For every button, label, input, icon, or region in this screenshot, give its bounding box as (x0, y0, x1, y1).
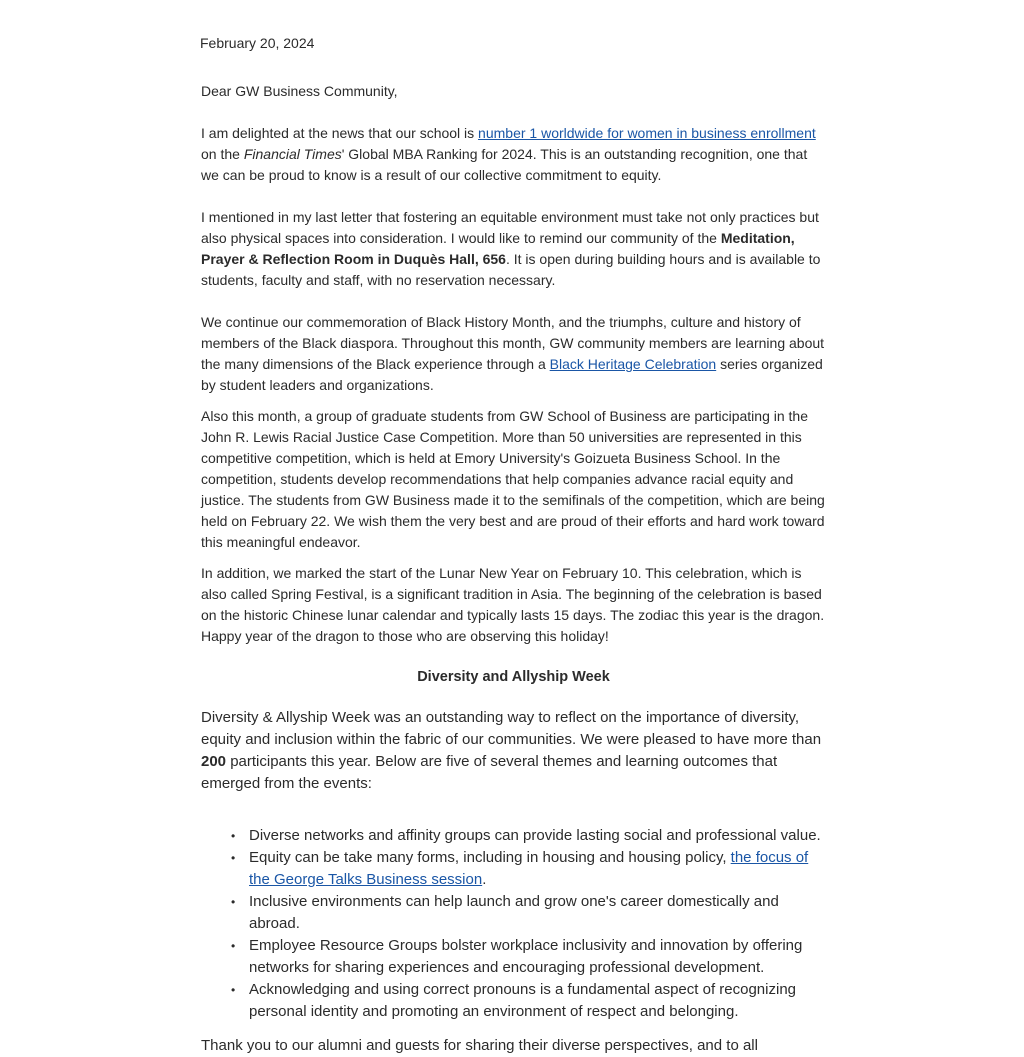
paragraph-case-competition: Also this month, a group of graduate students from GW School of Business are participating in the John R. Lewis Racial Justice Case Competition. More than 50 universities are represented in this competitive competition, which is held at Emory University's Goizueta Business School. In the competition, students develop recommendations that help companies advance racial equity and justice. The students from GW Business made it to the semifinals of the competition, which are being held on February 22. We wish them the very best and are proud of their efforts and hard work toward this meaningful endeavor. (201, 408, 825, 550)
paragraph-black-history-month (201, 312, 826, 396)
george-talks-business-link[interactable]: the focus of the George Talks Business session (249, 849, 809, 888)
bullet-icon: • (231, 829, 236, 843)
salutation: Dear GW Business Community, (201, 83, 398, 99)
paragraph-text: participants this year. Below are five of several themes and learning outcomes that emerged from the events: (201, 753, 778, 792)
list-item (231, 891, 826, 935)
reflection-room-location: Meditation, Prayer & Reflection Room in Duquès Hall, 656 (201, 230, 795, 267)
paragraph-allyship-week-intro (201, 707, 826, 795)
list-item-text: Equity can be take many forms, including in housing and housing policy, (249, 849, 731, 866)
paragraph-text: We continue our commemoration of Black History Month, and the triumphs, culture and history of members of the Black diaspora. Throughout this month, GW community members are learning about the many dimensions of the Black experience through a (201, 314, 825, 372)
bullet-icon: • (231, 983, 236, 997)
women-enrollment-ranking-link[interactable]: number 1 worldwide for women in business enrollment (478, 125, 816, 141)
participant-count: 200 (201, 753, 227, 770)
paragraph-ranking (201, 123, 826, 186)
financial-times-title: Financial Times (243, 146, 342, 162)
paragraph-closing: Thank you to our alumni and guests for sharing their diverse perspectives, and to all (201, 1037, 758, 1054)
list-item (231, 847, 826, 891)
list-item (231, 825, 826, 847)
list-item-text: Acknowledging and using correct pronouns is a fundamental aspect of recognizing personal identity and promoting an environment of respect and belonging. (249, 981, 797, 1020)
list-item-text: Employee Resource Groups bolster workplace inclusivity and innovation by offering networks for sharing experiences and encouraging professional development. (249, 937, 803, 976)
paragraph-text: ' Global MBA Ranking for 2024. This is an outstanding recognition, one that we can be proud to know is a result of our collective commitment to equity. (201, 146, 808, 183)
paragraph-text: Diversity & Allyship Week was an outstanding way to reflect on the importance of diversity, equity and inclusion within the fabric of our communities. We were pleased to have more than (201, 709, 822, 748)
letter-body (201, 33, 826, 1057)
section-heading: Diversity and Allyship Week (417, 669, 610, 685)
paragraph-text: on the (201, 146, 244, 162)
black-heritage-celebration-link[interactable]: Black Heritage Celebration (549, 356, 717, 372)
list-item-text: Inclusive environments can help launch and grow one's career domestically and abroad. (249, 893, 779, 932)
letter-date: February 20, 2024 (200, 35, 315, 51)
paragraph-text: I am delighted at the news that our school is (201, 125, 479, 141)
list-item (231, 979, 826, 1023)
themes-list (201, 825, 826, 1023)
bullet-icon: • (231, 851, 236, 865)
list-item-text: Diverse networks and affinity groups can provide lasting social and professional value. (249, 827, 821, 844)
list-item (231, 935, 826, 979)
bullet-icon: • (231, 895, 236, 909)
list-item-text: . (482, 871, 487, 888)
paragraph-reflection-room (201, 207, 826, 291)
paragraph-text: I mentioned in my last letter that fostering an equitable environment must take not only practices but also physical spaces into consideration. I would like to remind our community of the (201, 209, 819, 246)
paragraph-lunar-new-year: In addition, we marked the start of the Lunar New Year on February 10. This celebration, which is also called Spring Festival, is a significant tradition in Asia. The beginning of the celebration is based on the historic Chinese lunar calendar and typically lasts 15 days. The zodiac this year is the dragon. Happy year of the dragon to those who are observing this holiday! (201, 565, 825, 644)
paragraph-text: series organized by student leaders and organizations. (201, 356, 823, 393)
paragraph-text: . It is open during building hours and is available to students, faculty and staff, with no reservation necessary. (201, 251, 821, 288)
bullet-icon: • (231, 939, 236, 953)
